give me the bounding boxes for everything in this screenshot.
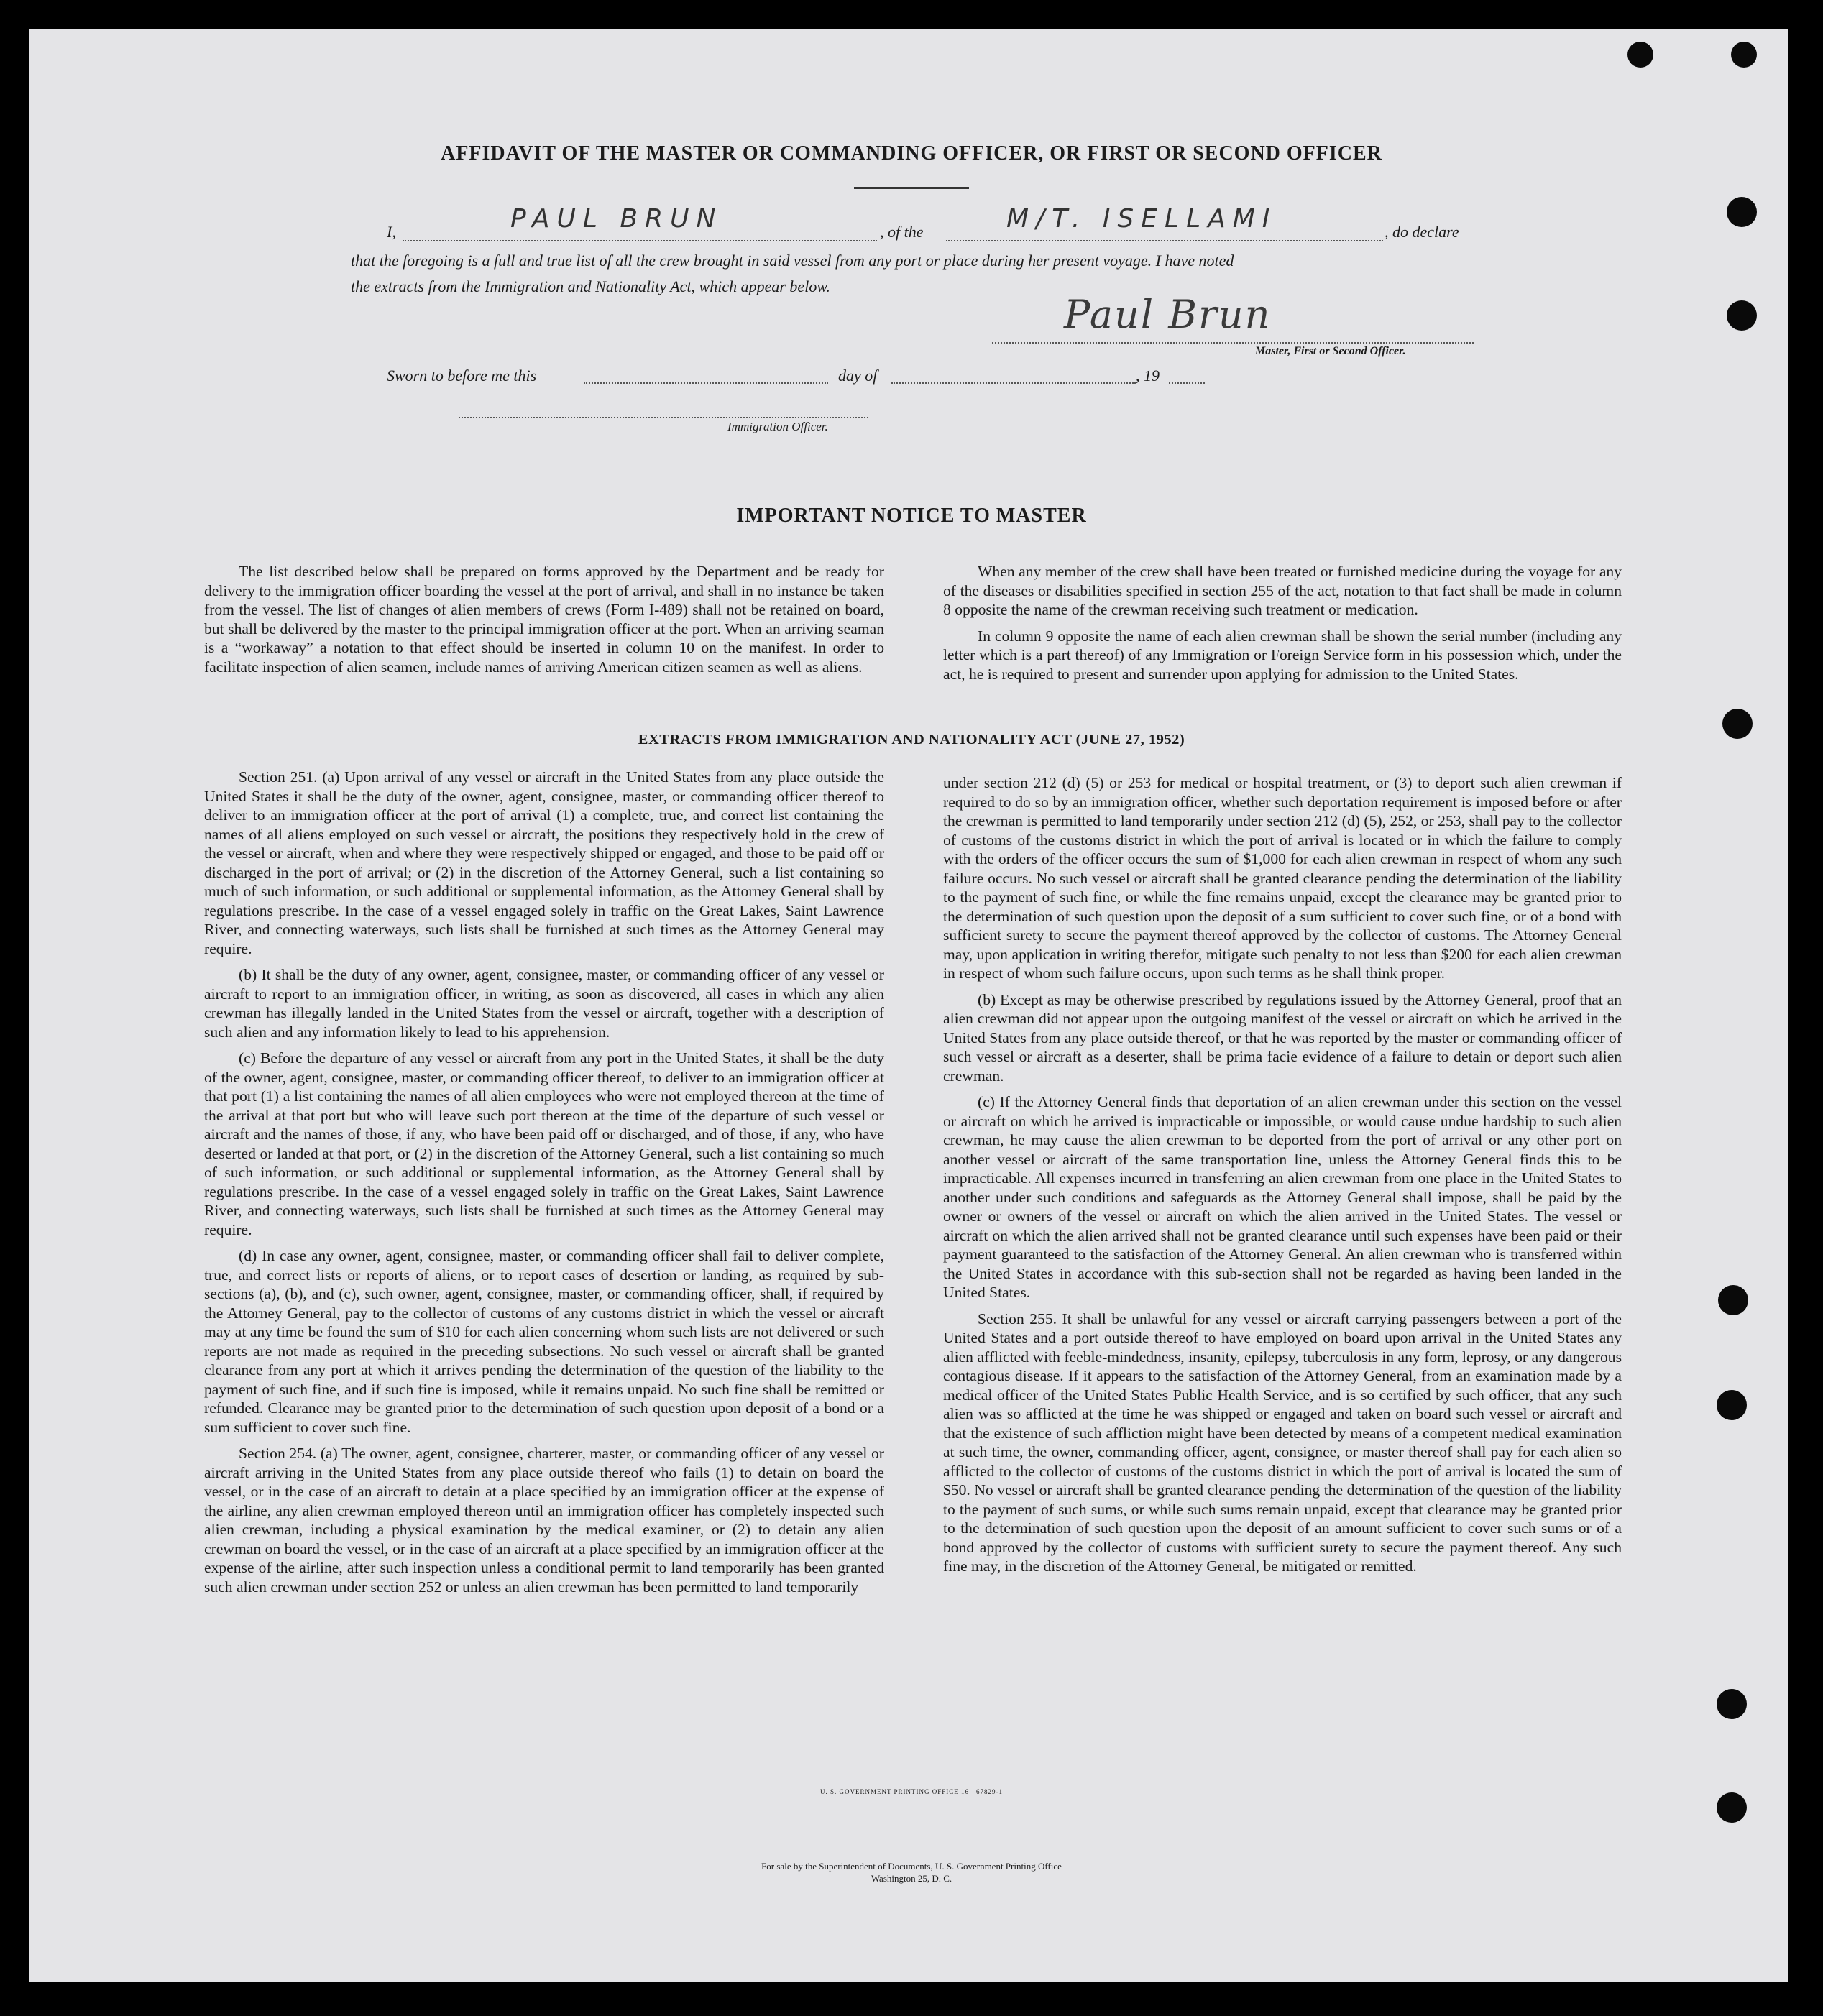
master-signature: Paul Brun bbox=[1064, 292, 1272, 337]
extract-paragraph: Section 255. It shall be unlawful for any vessel or aircraft carrying passengers between a port of the United States and a port outside thereof to have employed on board upon arrival in the United States any alien afflicted with feeble-mindedness, insanity, epilepsy, tuberculosis in any form, leprosy, or any dangerous contagious disease. If it appears to the satisfaction of the Attorney General, from an examination made by a medical officer of the United States Public Health Service, and is so certified by such officer, that any such alien was so afflicted at the time he was shipped or engaged and taken on board such vessel or aircraft and that the existence of such affliction might have been detected by means of a competent medical examination at such time, the owner, commanding officer, agent, consignee, or master thereof shall pay for each alien so afflicted to the collector of customs of the customs district in which the port of arrival is located the sum of $50. No vessel or aircraft shall be granted clearance pending the determination of the question of the liability to the payment of such sums, or while such sums remain unpaid, except that clearance may be granted prior to the determination of such question upon the deposit of an amount sufficient to cover such sums or of a bond approved by the collector of customs with sufficient surety to secure the payment thereof. Any such fine may, in the discretion of the Attorney General, be mitigated or remitted. bbox=[943, 1310, 1622, 1575]
title-divider bbox=[854, 187, 969, 189]
sworn-month-line bbox=[891, 382, 1136, 384]
binder-hole bbox=[1718, 1285, 1748, 1315]
binder-hole bbox=[1717, 1390, 1747, 1420]
footer-line-1: For sale by the Superintendent of Documents, U. S. Government Printing Office bbox=[761, 1861, 1062, 1872]
signature-title bbox=[1255, 345, 1406, 358]
master-name-handwritten: PAUL BRUN bbox=[510, 204, 723, 234]
binder-hole bbox=[1627, 42, 1653, 68]
extract-paragraph: (c) If the Attorney General finds that deportation of an alien crewman under this section on the vessel or aircraft on which he arrived is impracticable or impossible, or would cause undue hardship to such alien crewman, he may cause the alien crewman to be deported from the port of arrival or any other port on another vessel or aircraft of the same transportation line, unless the Attorney General finds this to be impracticable. All expenses incurred in transferring an alien crewman from one place in the United States to another under such conditions and safeguards as the Attorney General shall impose, shall be paid by the owner or owners of the vessel or aircraft on which the alien arrived in the United States. The vessel or aircraft on which the alien arrived shall not be granted clearance until such expenses have been paid or their payment guaranteed to the satisfaction of the Attorney General. An alien crewman who is transferred within the United States in accordance with this sub-section shall not be regarded as having been landed in the United States. bbox=[943, 1093, 1622, 1301]
extract-paragraph: (d) In case any owner, agent, consignee, master, or commanding officer shall fail to deliver complete, true, and correct lists or reports of aliens, or to report cases of desertion or landing, as required by sub-sections (a), (b), and (c), such owner, agent, consignee, master, or commanding officer, shall, if required by the Attorney General, pay to the collector of customs of any customs district in which the vessel or aircraft may at any time be found the sum of $10 for each alien concerning whom such lists are not delivered or such reports are not made as required in the preceding subsections. No such vessel or aircraft shall be granted clearance from any port at which it arrives pending the determination of the question of the liability to the payment of such fine, and if such fine is imposed, while it remains unpaid. No such fine shall be remitted or refunded. Clearance may be granted prior to the determination of such question upon deposit of a bond or a sum sufficient to cover such fine. bbox=[204, 1247, 884, 1436]
affidavit-section bbox=[0, 142, 1823, 165]
sworn-day-line bbox=[584, 382, 828, 384]
affidavit-title: AFFIDAVIT OF THE MASTER OR COMMANDING OFFICER, OR FIRST OR SECOND OFFICER bbox=[441, 142, 1382, 165]
notice-title: IMPORTANT NOTICE TO MASTER bbox=[736, 505, 1087, 527]
day-of-label: day of bbox=[838, 367, 878, 385]
declaration-line-3: the extracts from the Immigration and Nationality Act, which appear below. bbox=[351, 277, 830, 295]
printer-line: U. S. GOVERNMENT PRINTING OFFICE 16—67829-1 bbox=[819, 1788, 1004, 1795]
extracts-right-column bbox=[943, 773, 1622, 1583]
year-label: , 19 bbox=[1136, 367, 1160, 385]
notice-paragraph: In column 9 opposite the name of each alien crewman shall be shown the serial number (including any letter which is a part thereof) of any Immigration or Foreign Service form in his possession which, under the act, he is required to present and surrender upon applying for admission to the United States. bbox=[943, 627, 1622, 683]
extract-paragraph: (b) Except as may be otherwise prescribed by regulations issued by the Attorney General, proof that an alien crewman did not appear upon the outgoing manifest of the vessel or aircraft on which he arrived in the United States from any place outside thereof, or that he was reported by the master or commanding officer of such vessel or aircraft as a deserter, shall be prima facie evidence of a failure to detain or deport such alien crewman. bbox=[943, 990, 1622, 1085]
binder-hole bbox=[1717, 1792, 1747, 1823]
binder-hole bbox=[1727, 197, 1757, 227]
notice-section bbox=[0, 505, 1823, 528]
extract-paragraph: under section 212 (d) (5) or 253 for medical or hospital treatment, or (3) to deport such alien crewman if required to do so by an immigration officer, whether such deportation requirement is imposed before or after the crewman is permitted to land temporarily under section 212 (d) (5), 252, or 253, shall pay to the collector of customs of the customs district in which the port of arrival is located or in which the failure to comply with the orders of the officer occurs the sum of $1,000 for each alien crewman in respect of whom any such failure occurs. No such vessel or aircraft shall be granted clearance pending the determination of the liability to the payment of such fine, or while the fine remains unpaid, except the clearance may be granted prior to the determination of such question upon the deposit of a sum sufficient to cover such fine, or of a bond with sufficient surety to secure the payment thereof approved by the collector of customs. The Attorney General may, upon application in writing therefor, mitigate such penalty to not less than $200 for each alien crewman in respect of whom such failure occurs, upon such terms as he shall think proper. bbox=[943, 774, 1622, 982]
sworn-label: Sworn to before me this bbox=[387, 367, 537, 385]
master-label: Master, bbox=[1255, 345, 1294, 357]
of-the-label: , of the bbox=[880, 223, 924, 241]
immigration-officer-label: Immigration Officer. bbox=[727, 420, 828, 433]
do-declare-label: , do declare bbox=[1385, 223, 1459, 241]
extract-paragraph: Section 251. (a) Upon arrival of any vessel or aircraft in the United States from any place outside the United States it shall be the duty of the owner, agent, consignee, master, or commanding officer thereof to deliver to an immigration officer at the port of arrival (1) a complete, true, and correct list containing the names of all aliens employed on such vessel or aircraft, the positions they respectively hold in the crew of the vessel or aircraft, when and where they were respectively shipped or engaged, and those to be paid off or discharged in the port of arrival; or (2) in the discretion of the Attorney General, such a list containing so much of such information, or such additional or supplemental information, as the Attorney General shall by regulations prescribe. In the case of a vessel engaged solely in traffic on the Great Lakes, Saint Lawrence River, and connecting waterways, such lists shall be furnished at such times as the Attorney General may require. bbox=[204, 768, 884, 957]
i-label: I, bbox=[387, 223, 396, 241]
notice-right-column bbox=[943, 562, 1622, 691]
name-line bbox=[403, 240, 877, 241]
binder-hole bbox=[1731, 42, 1757, 68]
signature-line bbox=[992, 342, 1474, 344]
extracts-title: EXTRACTS FROM IMMIGRATION AND NATIONALITY ACT (JUNE 27, 1952) bbox=[638, 732, 1185, 747]
first-second-officer-struck: First or Second Officer. bbox=[1293, 345, 1406, 357]
binder-hole bbox=[1717, 1689, 1747, 1719]
extract-paragraph: (b) It shall be the duty of any owner, agent, consignee, master, or commanding officer of any vessel or aircraft to report to an immigration officer, in writing, as soon as discovered, all cases in which any alien crewman has illegally landed in the United States from the vessel or aircraft, together with a description of such alien and any information likely to lead to his apprehension. bbox=[204, 966, 884, 1041]
notice-paragraph: When any member of the crew shall have been treated or furnished medicine during the voyage for any of the diseases or disabilities specified in section 255 of the act, notation to that fact shall be made in column 8 opposite the name of the crewman receiving such treatment or medication. bbox=[943, 563, 1622, 618]
immigration-officer-line bbox=[459, 417, 868, 418]
vessel-line bbox=[946, 240, 1383, 241]
sworn-year-line bbox=[1169, 382, 1205, 384]
notice-left-column bbox=[204, 562, 884, 683]
footer bbox=[0, 1860, 1823, 1884]
extracts-left-column bbox=[204, 768, 884, 1603]
declaration-line-2: that the foregoing is a full and true list of all the crew brought in said vessel from any port or place during her present voyage. I have noted bbox=[351, 252, 1234, 270]
extract-paragraph: (c) Before the departure of any vessel or aircraft from any port in the United States, it shall be the duty of the owner, agent, consignee, master, or commanding officer thereof, to deliver to an immigration officer at that port (1) a list containing the names of all alien employees who were not employed thereon at the time of the arrival at that port but who will leave such port thereon at the time of the departure of such vessel or aircraft and the names of those, if any, who have been paid off or discharged, and of those, if any, who have deserted or landed at that port, or (2) in the discretion of the Attorney General, such a list containing so much of such information, or such additional or supplemental information, as the Attorney General shall by regulations prescribe. In the case of a vessel engaged solely in traffic on the Great Lakes, Saint Lawrence River, and connecting waterways, such lists shall be furnished at such times as the Attorney General may require. bbox=[204, 1049, 884, 1238]
notice-paragraph: The list described below shall be prepared on forms approved by the Department and be ready for delivery to the immigration officer boarding the vessel at the port of arrival, and shall in no instance be taken from the vessel. The list of changes of alien members of crews (Form I-489) shall not be retained on board, but shall be delivered by the master to the principal immigration officer at the port. When an arriving seaman is a “workaway” a notation to that effect should be inserted in column 10 on the manifest. In order to facilitate inspection of alien seamen, include names of arriving American citizen seamen as well as aliens. bbox=[204, 563, 884, 676]
vessel-name-handwritten: M/T. ISELLAMI bbox=[1006, 204, 1277, 234]
binder-hole bbox=[1727, 300, 1757, 331]
extract-paragraph: Section 254. (a) The owner, agent, consignee, charterer, master, or commanding officer of any vessel or aircraft arriving in the United States from any place outside thereof who fails (1) to detain on board the vessel, or in the case of an aircraft to detain at a place specified by an immigration officer at the expense of the airline, any alien crewman employed thereon until an immigration officer has completely inspected such alien crewman, including a physical examination by the medical examiner, or (2) to detain any alien crewman on board the vessel, or in the case of an aircraft at a place specified by an immigration officer at the expense of the airline, after such inspection unless a conditional permit to land temporarily has been granted such alien crewman under section 252 or unless an alien crewman has been permitted to land temporarily bbox=[204, 1445, 884, 1596]
footer-line-2: Washington 25, D. C. bbox=[871, 1873, 952, 1884]
